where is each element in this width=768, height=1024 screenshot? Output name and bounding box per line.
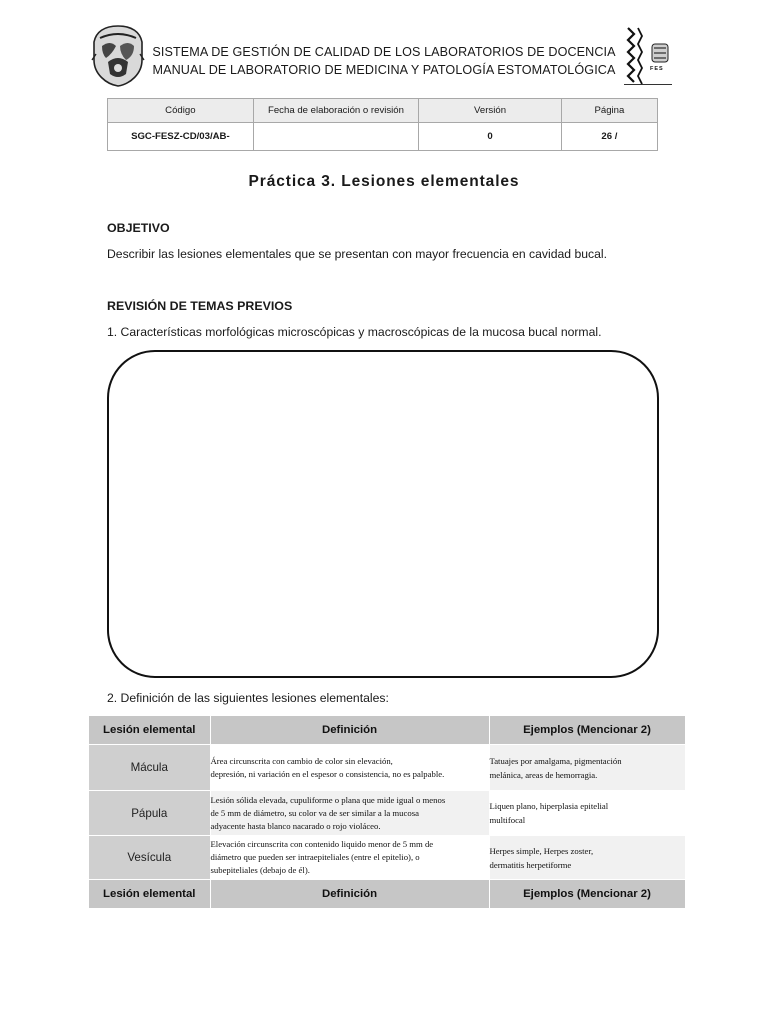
definition-line: subepiteliales (debajo de él). bbox=[210, 865, 310, 875]
header-system-title: SISTEMA DE GESTIÓN DE CALIDAD DE LOS LABORATORIOS DE DOCENCIA bbox=[152, 45, 616, 59]
definition-header: Definición bbox=[210, 716, 489, 745]
review-item-1: 1. Características morfológicas microscópicas y macroscópicas de la mucosa bucal normal. bbox=[107, 325, 602, 339]
lesion-examples bbox=[489, 745, 685, 791]
page-value: 26 / bbox=[561, 123, 657, 151]
university-crest-logo bbox=[90, 24, 146, 88]
example-line: multifocal bbox=[489, 815, 526, 825]
document-code-table bbox=[107, 98, 658, 151]
lesion-table bbox=[89, 716, 686, 909]
objective-text: Describir las lesiones elementales que se presentan con mayor frecuencia en cavidad bucal. bbox=[107, 247, 607, 261]
lesion-examples bbox=[489, 791, 685, 836]
fes-logo-text: FES bbox=[650, 66, 664, 72]
definition-line: Área circunscrita con cambio de color sin elevación, bbox=[210, 755, 393, 766]
lesion-footer-header: Lesión elemental bbox=[89, 880, 210, 909]
example-line: Herpes simple, Herpes zoster, bbox=[489, 845, 594, 856]
fes-zaragoza-logo bbox=[620, 24, 674, 88]
version-value: 0 bbox=[419, 123, 562, 151]
version-header: Versión bbox=[419, 99, 562, 123]
lesion-definition bbox=[210, 791, 489, 836]
code-header: Código bbox=[108, 99, 254, 123]
table-row bbox=[89, 791, 685, 836]
definition-footer-header: Definición bbox=[210, 880, 489, 909]
lesion-examples bbox=[489, 836, 685, 880]
code-table-header-row bbox=[108, 99, 658, 123]
review-heading: REVISIÓN DE TEMAS PREVIOS bbox=[107, 299, 293, 313]
example-line: melánica, areas de hemorragia. bbox=[489, 769, 598, 780]
page-header: Página bbox=[561, 99, 657, 123]
definition-line: adyacente hasta blanco nacarado o rojo violáceo. bbox=[210, 820, 381, 831]
lesion-table-header-row bbox=[89, 716, 685, 745]
examples-footer-header: Ejemplos (Mencionar 2) bbox=[489, 880, 685, 909]
lesion-table-footer-row bbox=[89, 880, 685, 909]
definition-line: diámetro que pueden ser intraepiteliales (entre el epitelio), o bbox=[210, 852, 420, 862]
definition-line: Lesión sólida elevada, cupuliforme o plana que mide igual o menos bbox=[210, 794, 446, 805]
lesion-definition bbox=[210, 836, 489, 880]
lesion-header: Lesión elemental bbox=[89, 716, 210, 745]
header-manual-title: MANUAL DE LABORATORIO DE MEDICINA Y PATOLOGÍA ESTOMATOLÓGICA bbox=[152, 63, 616, 77]
code-value: SGC-FESZ-CD/03/AB- bbox=[108, 123, 254, 151]
lesion-name: Pápula bbox=[89, 791, 210, 836]
table-row bbox=[89, 745, 685, 791]
examples-header: Ejemplos (Mencionar 2) bbox=[489, 716, 685, 745]
definition-line: Elevación circunscrita con contenido liquido menor de 5 mm de bbox=[210, 839, 434, 849]
header-rule bbox=[624, 84, 672, 85]
example-line: dermatitis herpetiforme bbox=[489, 859, 572, 870]
table-row bbox=[89, 836, 685, 880]
objective-heading: OBJETIVO bbox=[107, 221, 170, 235]
example-line: Tatuajes por amalgama, pigmentación bbox=[489, 755, 622, 766]
lesion-name: Mácula bbox=[89, 745, 210, 791]
example-line: Liquen plano, hiperplasia epitelial bbox=[489, 801, 609, 811]
lesion-name: Vesícula bbox=[89, 836, 210, 880]
answer-box[interactable] bbox=[107, 350, 659, 678]
definition-line: depresión, ni variación en el espesor o consistencia, no es palpable. bbox=[210, 768, 445, 779]
date-value bbox=[253, 123, 419, 151]
practice-title: Práctica 3. Lesiones elementales bbox=[248, 173, 520, 190]
code-table-value-row bbox=[108, 123, 658, 151]
lesion-definition bbox=[210, 745, 489, 791]
review-item-2: 2. Definición de las siguientes lesiones elementales: bbox=[107, 691, 389, 705]
definition-line: de 5 mm de diámetro, su color va de ser similar a la mucosa bbox=[210, 807, 419, 818]
date-header: Fecha de elaboración o revisión bbox=[253, 99, 419, 123]
